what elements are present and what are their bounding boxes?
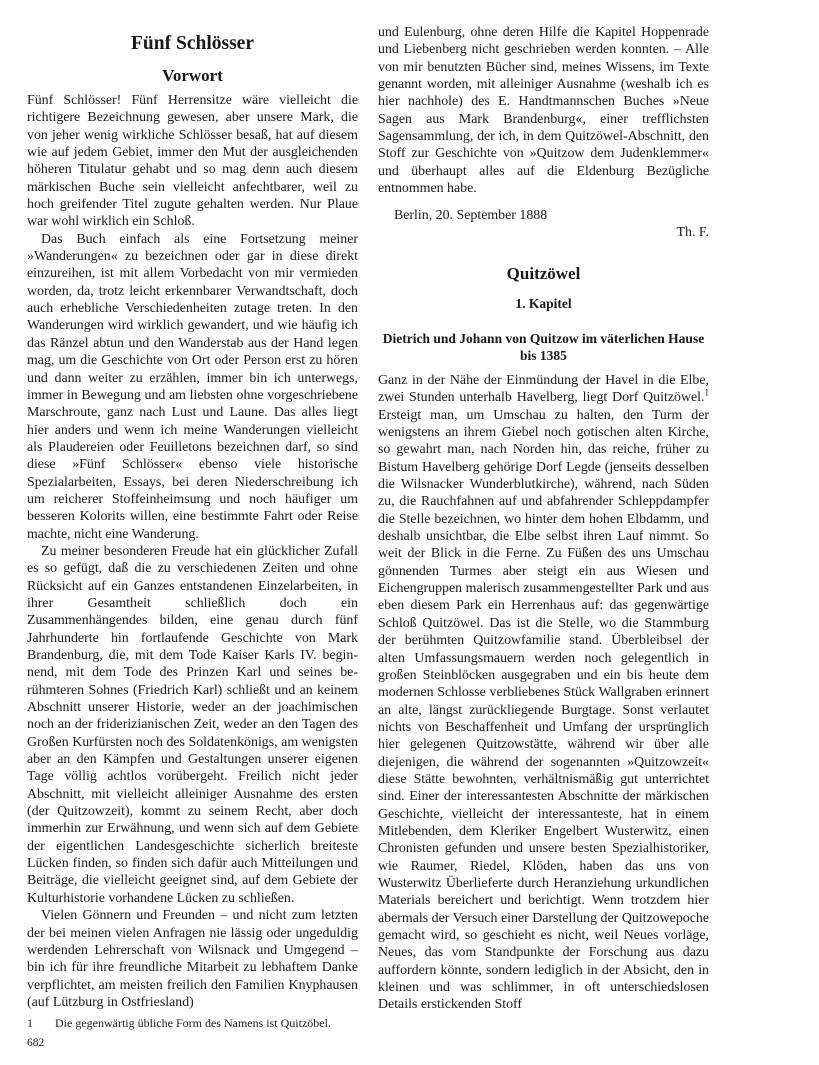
preface-paragraph-5: und Eulenburg, ohne deren Hilfe die Kapitel Hoppenrade und Liebenberg nicht geschrieben werden konnten. – Alle von mir benutzten Bücher sind, meines Wissens, im Texte genannt worden, mit alleiniger Ausnahme (weshalb ich es hier nachhole) des E. Handtmannschen Buches »Neue Sagen aus Mark Brandenburg«, einer trefflichsten Sagensammlung, der ich, in dem Quitzöwel-Abschnitt, den Stoff zur Geschichte von »Quitzow dem Judenklemmer« und überhaupt alles auf die Eldenburg Bezügliche entnommen habe. (378, 25, 709, 197)
book-title: Fünf Schlösser (131, 33, 254, 54)
section-title: Quitzöwel (506, 264, 581, 283)
chapter-text-rest: Ersteigt man, um Umschau zu halten, den Turm der wenigstens an ihrem Giebel noch gotischen alten Kirche, so gewahrt man, nach Norden hin, das reiche, früher zu Bistum Havelberg gehörige Dorf Legde (jenseits desselben die Wilsnacker Wunderblutkirche), während, nach Süden zu, die Rauchfahnen auf und abfahrender Schleppdampfer die Stelle bezeichnen, wo hinter dem hohen Elbdamm, und deshalb unsichtbar, die Elbe selbst ihren Lauf nimmt. So weit der Blick in die Ferne. Zu Füßen des uns Umschau gönnenden Turmes aber steigt ein aus Wiesen und Eichengruppen malerisch zusammengestellter Park und aus eben diesem Park ein Herrenhaus auf: das gegenwärtige Schloß Quitzöwel. Das ist die Stelle, wo die Stammburg der berühmten Quitzowfamilie stand. Überbleibsel der alten Umfassungsmauern werden noch gelegentlich in großen Steinblöcken ausgegraben und ein bis heute dem modernen Schlosse verbliebenes Stück Wallgraben erinnert an alte, längst zurückliegende Burgtage. Sonst verlautet nichts von Beschaffenheit und Umfang der ursprünglich hier gelegenen Quitzowstätte, während wir über alle diejenigen, die während der sogenannten »Quitzowzeit« diese Stätte bewohnten, verhältnismäßig gut unterrichtet sind. Einer der interessantesten Abschnitte der märkischen Geschichte, vielleicht der interessanteste, hat in einem Mitlebenden, dem Kleriker Engelbert Wusterwitz, einen Chronisten gefunden und unsere besten Spezialhistoriker, wie Raumer, Riedel, Klöden, haben das uns von Wusterwitz Überlieferte durch Heranziehung urkundlichen Materials bereichert und berichtigt. Wenn trotzdem hier abermals der Versuch einer Darstellung der Quitzowepoche gemacht wird, so geschieht es nicht, weil Neues vorläge, Neues, das vom Standpunkte der Forschung aus dazu auffordern könnte, sondern lediglich in der Absicht, den in kleinen und was schlimmer, in oft unterschiedslosen Details erstickenden Stoff (378, 407, 709, 1013)
preface-signature: Th. F. (676, 225, 709, 240)
chapter-title: Dietrich und Johann von Quitzow im väterlichen Hause bis 1385 (382, 331, 705, 363)
preface-paragraph-1: Fünf Schlösser! Fünf Herrensitze wäre vielleicht die richtigere Bezeichnung gewesen, aber unsere Mark, die von jeher wenig wirkliche Schlösser besaß, hat auf diesem wie auf jedem Gebiet, immer den Mut der ausgleichenden höheren Titulatur gehabt und so mag denn auch diesem märkischen Buche sein vielleicht anfechtbarer, weil zu hoch greifender Titel zugute gehalten werden. Nur Plaue war wohl wirklich ein Schloß. (27, 93, 358, 230)
chapter-body (378, 372, 709, 1014)
footnote (27, 1016, 331, 1031)
preface-title: Vorwort (162, 66, 223, 85)
preface-paragraph-3: Zu meiner besonderen Freude hat ein glücklicher Zufall es so gefügt, daß die zu verschiedenen Zeiten und ohne Rücksicht auf ein Ganzes entstandenen Einzelarbeiten, in ihrer Gesamtheit schließlich doch ein Zusammenhängendes bilden, eine genau durch fünf Jahrhunderte hin fortlaufende Geschichte von Mark Brandenburg, die, mit dem Tode Kaiser Karls IV. beginnend, mit dem Tode des Prinzen Karl und seines berühmteren Sohnes (Friedrich Karl) schließt und an keinem Abschnitt unserer Historie, weder an der joachimischen noch an der friderizianischen Zeit, weder an den Tagen des Großen Kurfürsten noch des Soldatenkönigs, am wenigsten aber an den Kämpfen und Gestaltungen unserer eigenen Tage völlig achtlos vorübergeht. Freilich nicht jeder Abschnitt, mit vielleicht alleiniger Ausnahme des ersten (der Quitzowzeit), kommt zu seinem Recht, aber doch immerhin zur Erwähnung, und wenn sich auf dem Gebiete der eigentlichen Landesgeschichte sicherlich breiteste Lücken finden, so finden sich dafür auch Mitteilungen und Beiträge, die vielleicht geeignet sind, auf dem Gebiete der Kulturhistorie vorhandene Lücken zu schließen. (27, 543, 358, 906)
footnote-text: Die gegenwärtig übliche Form des Namens ist Quitzöbel. (55, 1016, 331, 1030)
chapter-label: 1. Kapitel (515, 296, 572, 311)
preface-dateline: Berlin, 20. September 1888 (394, 208, 548, 223)
footnote-reference[interactable]: 1 (704, 387, 709, 398)
chapter-paragraph (378, 372, 709, 1014)
preface-paragraph-2: Das Buch einfach als eine Fortsetzung meiner »Wanderungen« zu bezeichnen oder gar in diese direkt einzureihen, ist mit allem Vorbedacht von mir vermieden worden, da, trotz leicht erkennbarer Verwandtschaft, doch auch erhebliche Verschiedenheiten zutage treten. In den Wanderungen wird wirklich gewandert, und wie häufig ich das Ränzel abtun und den Wanderstab aus der Hand legen mag, um die Geschichte von Ort oder Person erst zu hören und dann weiter zu erzählen, immer bin ich unterwegs, immer in Bewegung und am liebsten ohne vorgeschriebene Marschroute, ganz nach Lust und Laune. Das alles liegt hier anders und wenn ich meine Wanderungen vielleicht als Plaudereien oder Feuilletons bezeichnen darf, so sind diese »Fünf Schlösser« ebenso viele historische Spezialarbeiten, Essays, bei deren Niederschreibung ich um reicherer Stoffeinheimsung und noch häufiger um besseren Kolorits willen, eine bestimmte Fahrt oder Reise machte, nicht eine Wanderung. (27, 231, 358, 542)
page-number: 682 (27, 1037, 45, 1049)
preface-paragraph-4: Vielen Gönnern und Freunden – und nicht zum letzten der bei meinen vielen Anfragen nie lässig oder ungeduldig werdenden Lehrerschaft von Wilsnack und Umgegend – bin ich für ihre freundliche Mitarbeit zu lebhaftem Danke verpflichtet, am meisten freilich den Familien Knyphausen (auf Lützburg in Ostfriesland) (27, 908, 358, 1010)
preface-body (27, 92, 358, 1011)
preface-continuation (378, 24, 709, 197)
footnote-number: 1 (27, 1016, 33, 1030)
chapter-text-start: Ganz in der Nähe der Einmündung der Havel in die Elbe, zwei Stunden unterhalb Havelberg, liegt Dorf Quitzöwel. (378, 373, 709, 406)
